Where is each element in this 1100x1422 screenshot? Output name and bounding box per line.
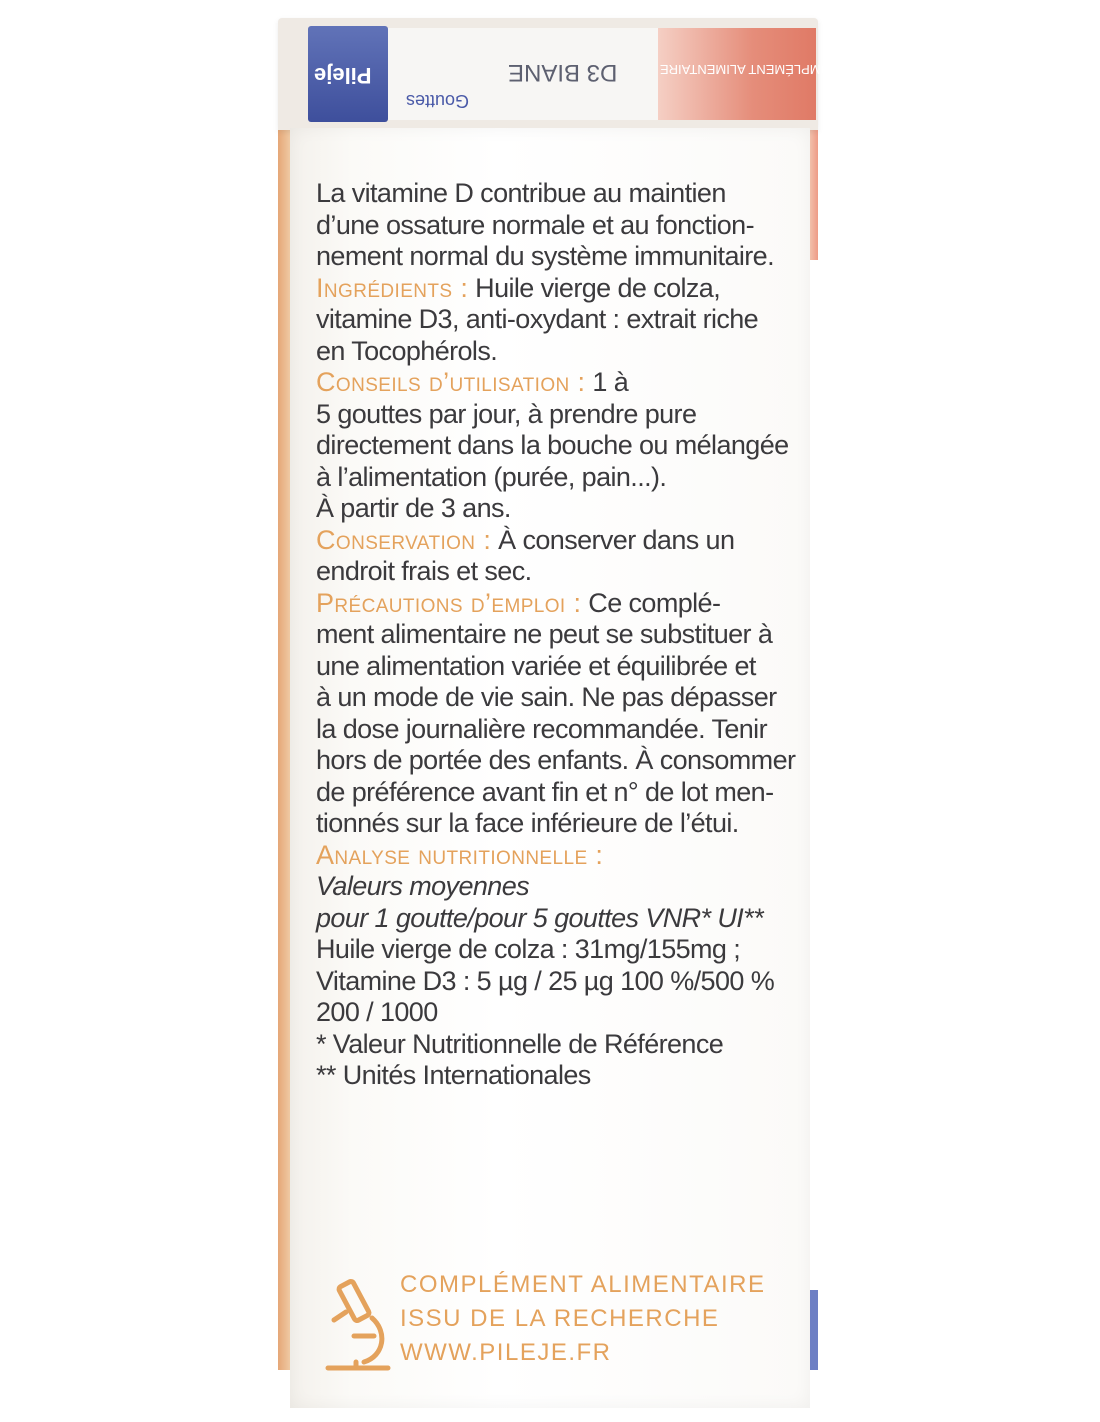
precautions-line: hors de portée des enfants. À consommer [316, 745, 796, 775]
analysis-footnote: ** Unités Internationales [316, 1060, 591, 1090]
box-lid [278, 18, 841, 130]
analysis-row: 200 / 1000 [316, 997, 438, 1027]
usage-line [316, 367, 808, 399]
lid-label-area [388, 28, 658, 120]
usage-heading: Conseils d’utilisation : [316, 367, 586, 397]
website-link: WWW.PILEJE.FR [400, 1339, 612, 1366]
precautions-line: tionnés sur la face inférieure de l’étui. [316, 808, 739, 838]
precautions-line: à un mode de vie sain. Ne pas dépasser [316, 682, 777, 712]
precautions-line: ment alimentaire ne peut se substituer à [316, 619, 773, 649]
precautions-line [316, 588, 808, 620]
microscope-icon [316, 1276, 396, 1376]
storage-line: endroit frais et sec. [316, 556, 532, 586]
analysis-subheading: pour 1 goutte/pour 5 gouttes VNR* UI** [316, 902, 763, 933]
precautions-text: Ce complé- [581, 587, 721, 618]
analysis-row: Huile vierge de colza : 31mg/155mg ; [316, 934, 741, 964]
label-text [316, 178, 808, 1092]
footer-line: ISSU DE LA RECHERCHE [400, 1305, 720, 1332]
usage-line: 5 gouttes par jour, à prendre pure [316, 398, 697, 429]
intro-line: nement normal du système immunitaire. [316, 241, 774, 271]
lid-red-band [658, 28, 841, 120]
analysis-heading: Analyse nutritionnelle : [316, 839, 604, 870]
precautions-line: de préférence avant fin et n° de lot men- [316, 776, 774, 807]
brand-band [308, 26, 388, 122]
precautions-heading: Précautions d’emploi : [316, 587, 582, 618]
ingredients-line: vitamine D3, anti-oxydant : extrait riche [316, 304, 759, 334]
analysis-row: Vitamine D3 : 5 µg / 25 µg 100 %/500 % [316, 965, 775, 996]
footer-line: COMPLÉMENT ALIMENTAIRE [400, 1271, 766, 1298]
usage-line: à l’alimentation (purée, pain...). [316, 461, 667, 492]
ingredients-heading: Ingrédients : [316, 272, 469, 303]
storage-line [316, 525, 808, 557]
footer [400, 1268, 800, 1370]
analysis-footnote: * Valeur Nutritionnelle de Référence [316, 1028, 724, 1059]
product-form: Gouttes [406, 91, 470, 111]
usage-line: directement dans la bouche ou mélangée [316, 430, 789, 460]
storage-text: À conserver dans un [491, 524, 735, 555]
box-edge-right-bottom [810, 1290, 818, 1370]
lid-red-band-text: COMPLÉMENT ALIMENTAIRE [660, 62, 841, 77]
brand-label: Pileje [314, 63, 372, 88]
ingredients-line [316, 273, 808, 305]
precautions-line: une alimentation variée et équilibrée et [316, 650, 756, 681]
intro-line: La vitamine D contribue au maintien [316, 178, 726, 208]
storage-heading: Conservation : [316, 524, 492, 555]
analysis-subheading: Valeurs moyennes [316, 871, 530, 901]
usage-text: 1 à [585, 367, 629, 397]
precautions-line: la dose journalière recommandée. Tenir [316, 713, 767, 744]
usage-line: À partir de 3 ans. [316, 493, 511, 523]
ingredients-line: en Tocophérols. [316, 335, 498, 366]
box-edge-left [278, 60, 290, 1370]
ingredients-text: Huile vierge de colza, [468, 272, 721, 303]
intro-line: d’une ossature normale et au fonction- [316, 209, 754, 240]
product-name: D3 BIANE [508, 59, 618, 86]
